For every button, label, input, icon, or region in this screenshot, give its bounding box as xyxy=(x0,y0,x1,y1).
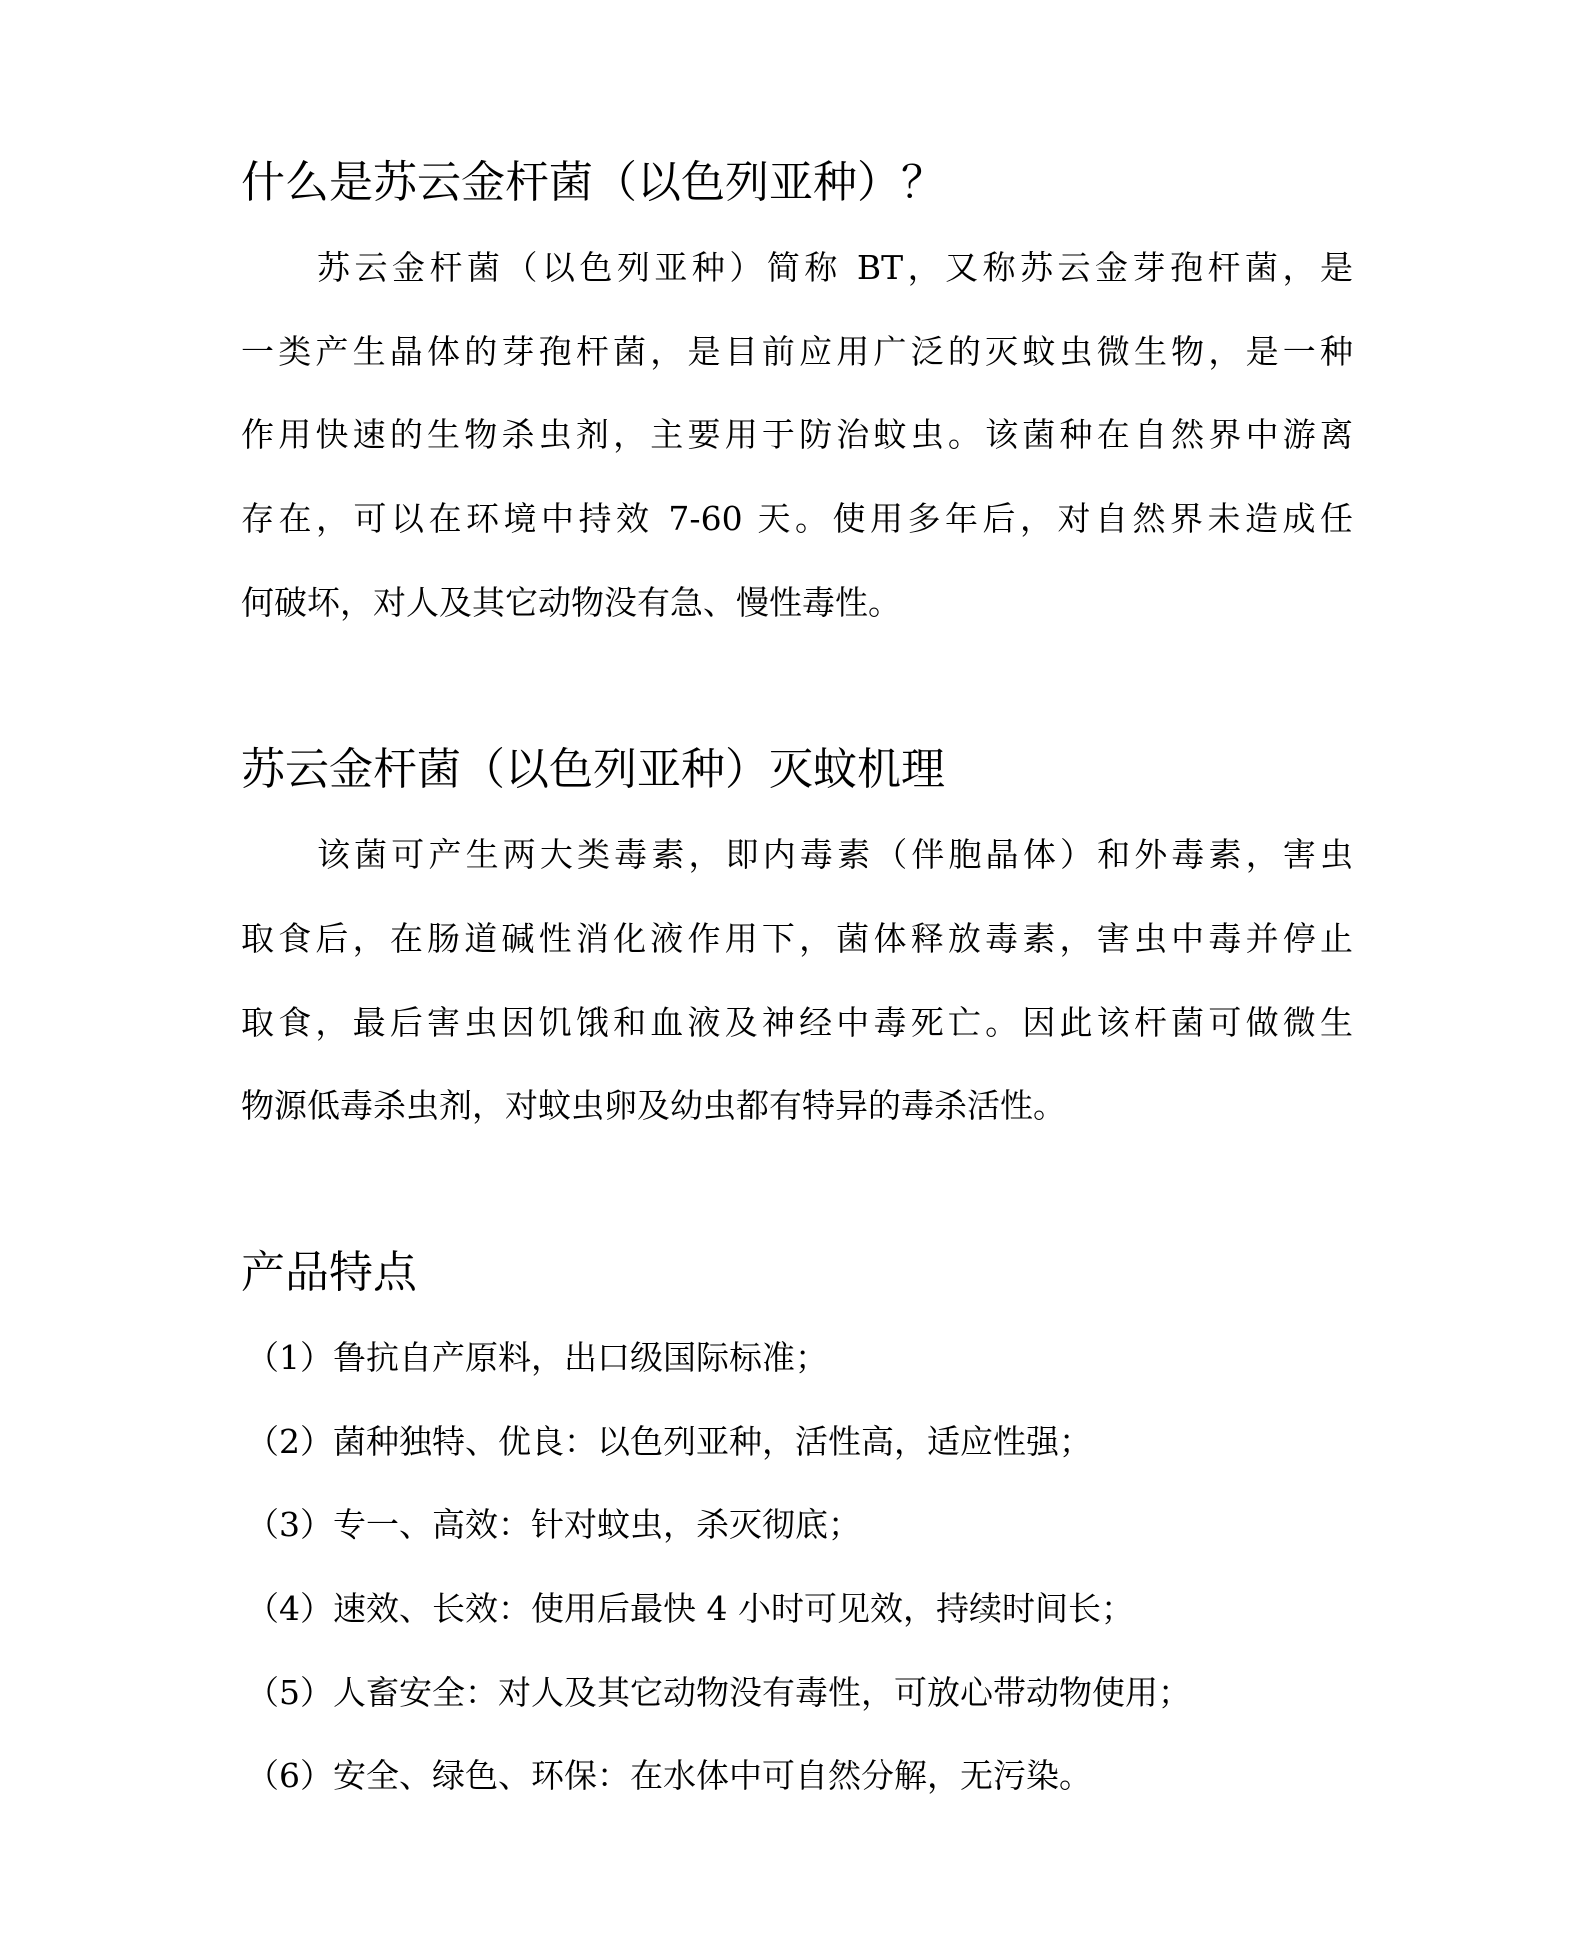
section-heading-mechanism: 苏云金杆菌（以色列亚种）灭蚊机理 xyxy=(241,744,945,795)
paragraph-line: 存在，可以在环境中持效 7-60 天。使用多年后，对自然界未造成任 xyxy=(241,499,1353,538)
paragraph-line: 苏云金杆菌（以色列亚种）简称 BT，又称苏云金芽孢杆菌，是 xyxy=(317,248,1353,287)
paragraph-line: 该菌可产生两大类毒素，即内毒素（伴胞晶体）和外毒素，害虫 xyxy=(317,835,1353,874)
feature-list-item: （5）人畜安全：对人及其它动物没有毒性，可放心带动物使用； xyxy=(246,1673,1191,1712)
paragraph-line: 何破坏，对人及其它动物没有急、慢性毒性。 xyxy=(241,583,901,622)
paragraph-line: 物源低毒杀虫剂，对蚊虫卵及幼虫都有特异的毒杀活性。 xyxy=(241,1086,1066,1125)
feature-list-item: （3）专一、高效：针对蚊虫，杀灭彻底； xyxy=(246,1505,861,1544)
paragraph-line: 取食后，在肠道碱性消化液作用下，菌体释放毒素，害虫中毒并停止 xyxy=(241,919,1353,958)
section-heading-product-features: 产品特点 xyxy=(241,1247,417,1298)
paragraph-line: 作用快速的生物杀虫剂，主要用于防治蚊虫。该菌种在自然界中游离 xyxy=(241,415,1353,454)
feature-list-item: （2）菌种独特、优良：以色列亚种，活性高，适应性强； xyxy=(246,1422,1092,1461)
feature-list-item: （6）安全、绿色、环保：在水体中可自然分解，无污染。 xyxy=(246,1756,1092,1795)
section-heading-what-is-bt: 什么是苏云金杆菌（以色列亚种）？ xyxy=(241,157,945,208)
feature-list-item: （4）速效、长效：使用后最快 4 小时可见效，持续时间长； xyxy=(246,1589,1134,1628)
paragraph-line: 一类产生晶体的芽孢杆菌，是目前应用广泛的灭蚊虫微生物，是一种 xyxy=(241,332,1353,371)
paragraph-line: 取食，最后害虫因饥饿和血液及神经中毒死亡。因此该杆菌可做微生 xyxy=(241,1003,1353,1042)
feature-list-item: （1）鲁抗自产原料，出口级国际标准； xyxy=(246,1338,828,1377)
